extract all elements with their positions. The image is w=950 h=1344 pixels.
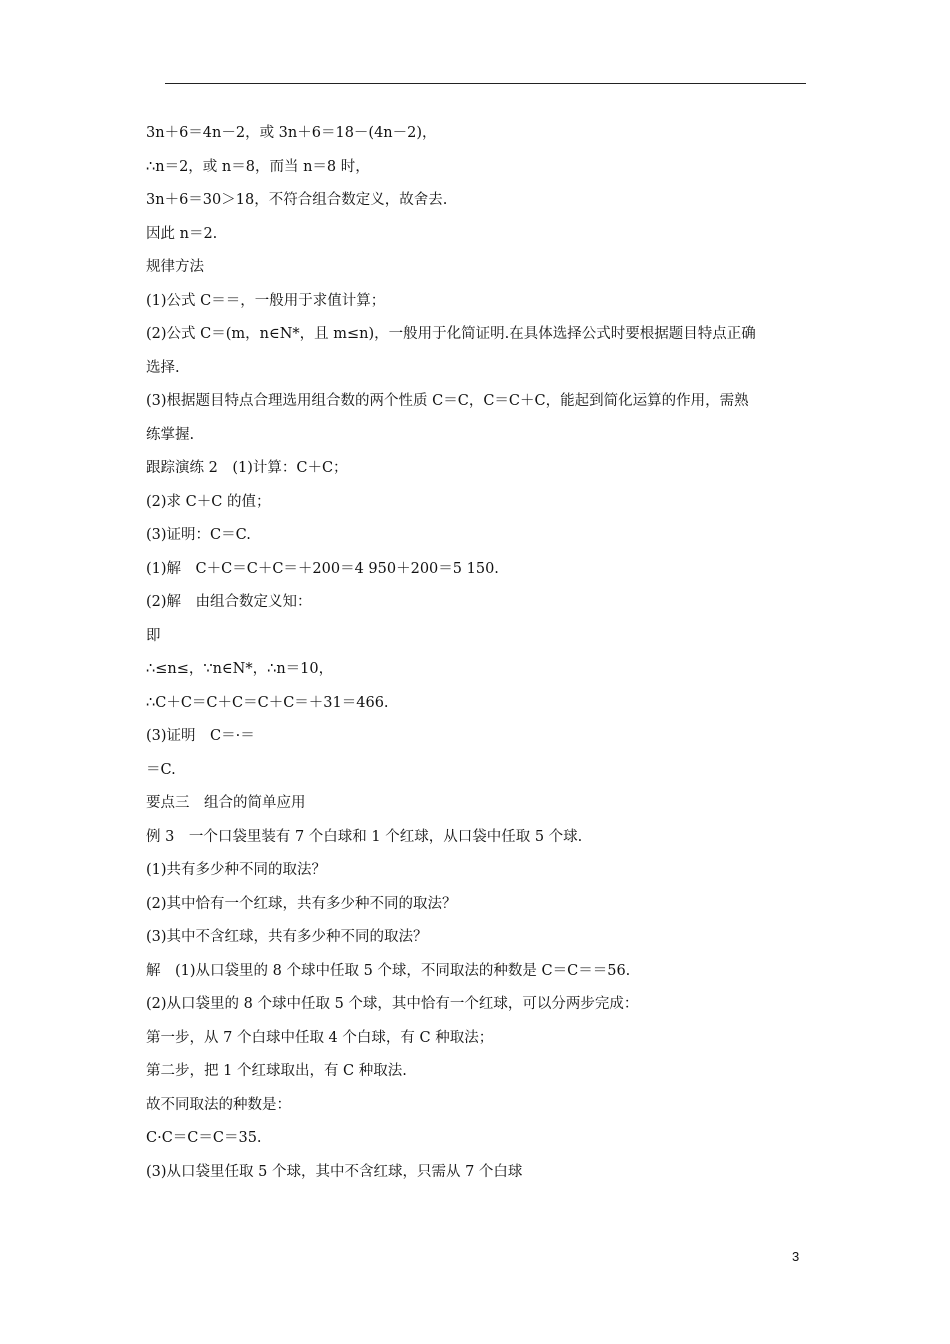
text-line: (2)其中恰有一个红球，共有多少种不同的取法？	[146, 895, 457, 912]
text-line: (3)从口袋里任取 5 个球，其中不含红球，只需从 7 个白球	[146, 1163, 523, 1180]
text-line: (3)根据题目特点合理选用组合数的两个性质 C＝C，C＝C＋C，能起到简化运算的作用，需熟	[146, 393, 749, 409]
header-rule	[165, 83, 806, 84]
exercise-heading: 跟踪演练 2 (1)计算：C＋C；	[146, 460, 348, 476]
text-line: (1)解 C＋C＝C＋C＝＋200＝4 950＋200＝5 150.	[146, 560, 499, 577]
text-line: 3n＋6＝30＞18，不符合组合数定义，故舍去.	[146, 192, 448, 208]
section-heading: 要点三 组合的简单应用	[146, 795, 306, 811]
text-line: (1)公式 C＝＝，一般用于求值计算；	[146, 292, 386, 309]
text-line: 3n＋6＝4n－2，或 3n＋6＝18－(4n－2)，	[146, 125, 437, 141]
section-heading: 规律方法	[146, 259, 204, 275]
text-line: ∴C＋C＝C＋C＝C＋C＝＋31＝466.	[146, 694, 389, 711]
text-line: 选择.	[146, 359, 180, 376]
text-line: ∴≤n≤，∵n∈N*，∴n＝10，	[146, 661, 334, 677]
text-line: 第二步，把 1 个红球取出，有 C 种取法.	[146, 1063, 407, 1079]
text-line: 解 (1)从口袋里的 8 个球中任取 5 个球，不同取法的种数是 C＝C＝＝56.	[146, 962, 631, 979]
text-line: 故不同取法的种数是：	[146, 1096, 291, 1113]
text-line: (2)从口袋里的 8 个球中任取 5 个球，其中恰有一个红球，可以分两步完成：	[146, 996, 639, 1012]
text-line: 练掌握.	[146, 426, 195, 443]
text-line: ∴n＝2，或 n＝8，而当 n＝8 时，	[146, 158, 370, 175]
example-heading: 例 3 一个口袋里装有 7 个白球和 1 个红球，从口袋中任取 5 个球.	[146, 828, 583, 845]
text-line: C·C＝C＝C＝35.	[146, 1130, 262, 1146]
page-number: 3	[792, 1249, 800, 1264]
text-line: 第一步，从 7 个白球中任取 4 个白球，有 C 种取法；	[146, 1029, 494, 1046]
text-line: 因此 n＝2.	[146, 225, 218, 242]
text-line: ＝C.	[146, 761, 176, 778]
text-line: (2)求 C＋C 的值；	[146, 493, 271, 510]
text-line: (1)共有多少种不同的取法？	[146, 862, 327, 878]
document-body	[146, 124, 816, 1196]
text-line: (2)公式 C＝(m，n∈N*，且 m≤n)，一般用于化简证明.在具体选择公式时要根据题目特点正确	[146, 326, 756, 342]
text-line: 即	[146, 627, 161, 644]
text-line: (3)证明：C＝C.	[146, 527, 251, 543]
text-line: (3)其中不含红球，共有多少种不同的取法？	[146, 929, 428, 945]
text-line: (3)证明 C＝·＝	[146, 728, 255, 744]
text-line: (2)解 由组合数定义知：	[146, 594, 312, 610]
